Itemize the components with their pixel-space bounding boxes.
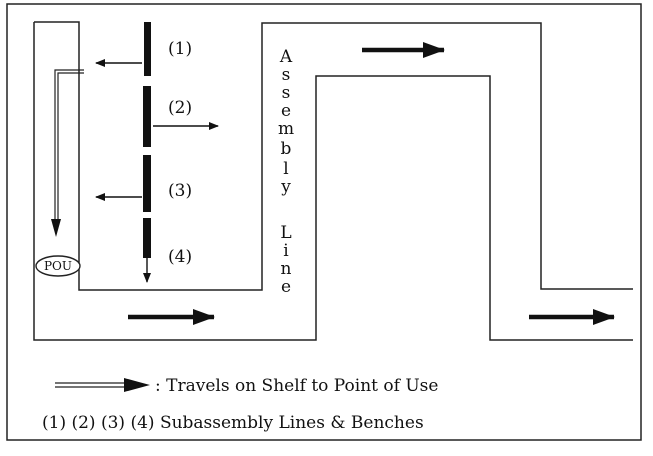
bench-label-1: (1) [168, 39, 193, 59]
shelf-transport-arrowhead [51, 219, 61, 237]
assembly-line-vertical-label [278, 47, 294, 297]
assembly-letter: n [280, 259, 292, 279]
legend-benches-text: (1) (2) (3) (4) Subassembly Lines & Benches [42, 413, 424, 433]
assembly-letter: i [283, 241, 289, 261]
point-of-use-label: POU [43, 259, 73, 273]
assembly-letter: A [279, 47, 293, 67]
bench-label-2: (2) [168, 98, 193, 118]
subassembly-bench-2 [143, 86, 151, 147]
legend-shelf-text: : Travels on Shelf to Point of Use [155, 376, 439, 396]
legend [42, 376, 438, 433]
bench-label-3: (3) [168, 181, 193, 201]
assembly-letter: s [281, 83, 291, 103]
assembly-letter: e [280, 101, 292, 121]
assembly-letter: y [281, 177, 291, 197]
subassembly-bench-4 [143, 218, 151, 258]
subassembly-bench-3 [143, 155, 151, 212]
assembly-letter: s [281, 65, 291, 85]
bench-label-4: (4) [168, 247, 193, 267]
shelf-transport-line-inner [58, 73, 84, 221]
assembly-letter: b [280, 139, 292, 159]
assembly-letter: L [280, 223, 292, 243]
assembly-letter: l [283, 159, 289, 179]
legend-shelf-symbol-arrowhead [124, 378, 150, 392]
assembly-letter: m [277, 119, 295, 139]
assembly-letter: e [280, 277, 292, 297]
assembly-line-inner-boundary [34, 22, 633, 340]
subassembly-bench-1 [144, 22, 151, 76]
assembly-line-outer-boundary [34, 22, 633, 290]
outer-frame [7, 4, 641, 440]
